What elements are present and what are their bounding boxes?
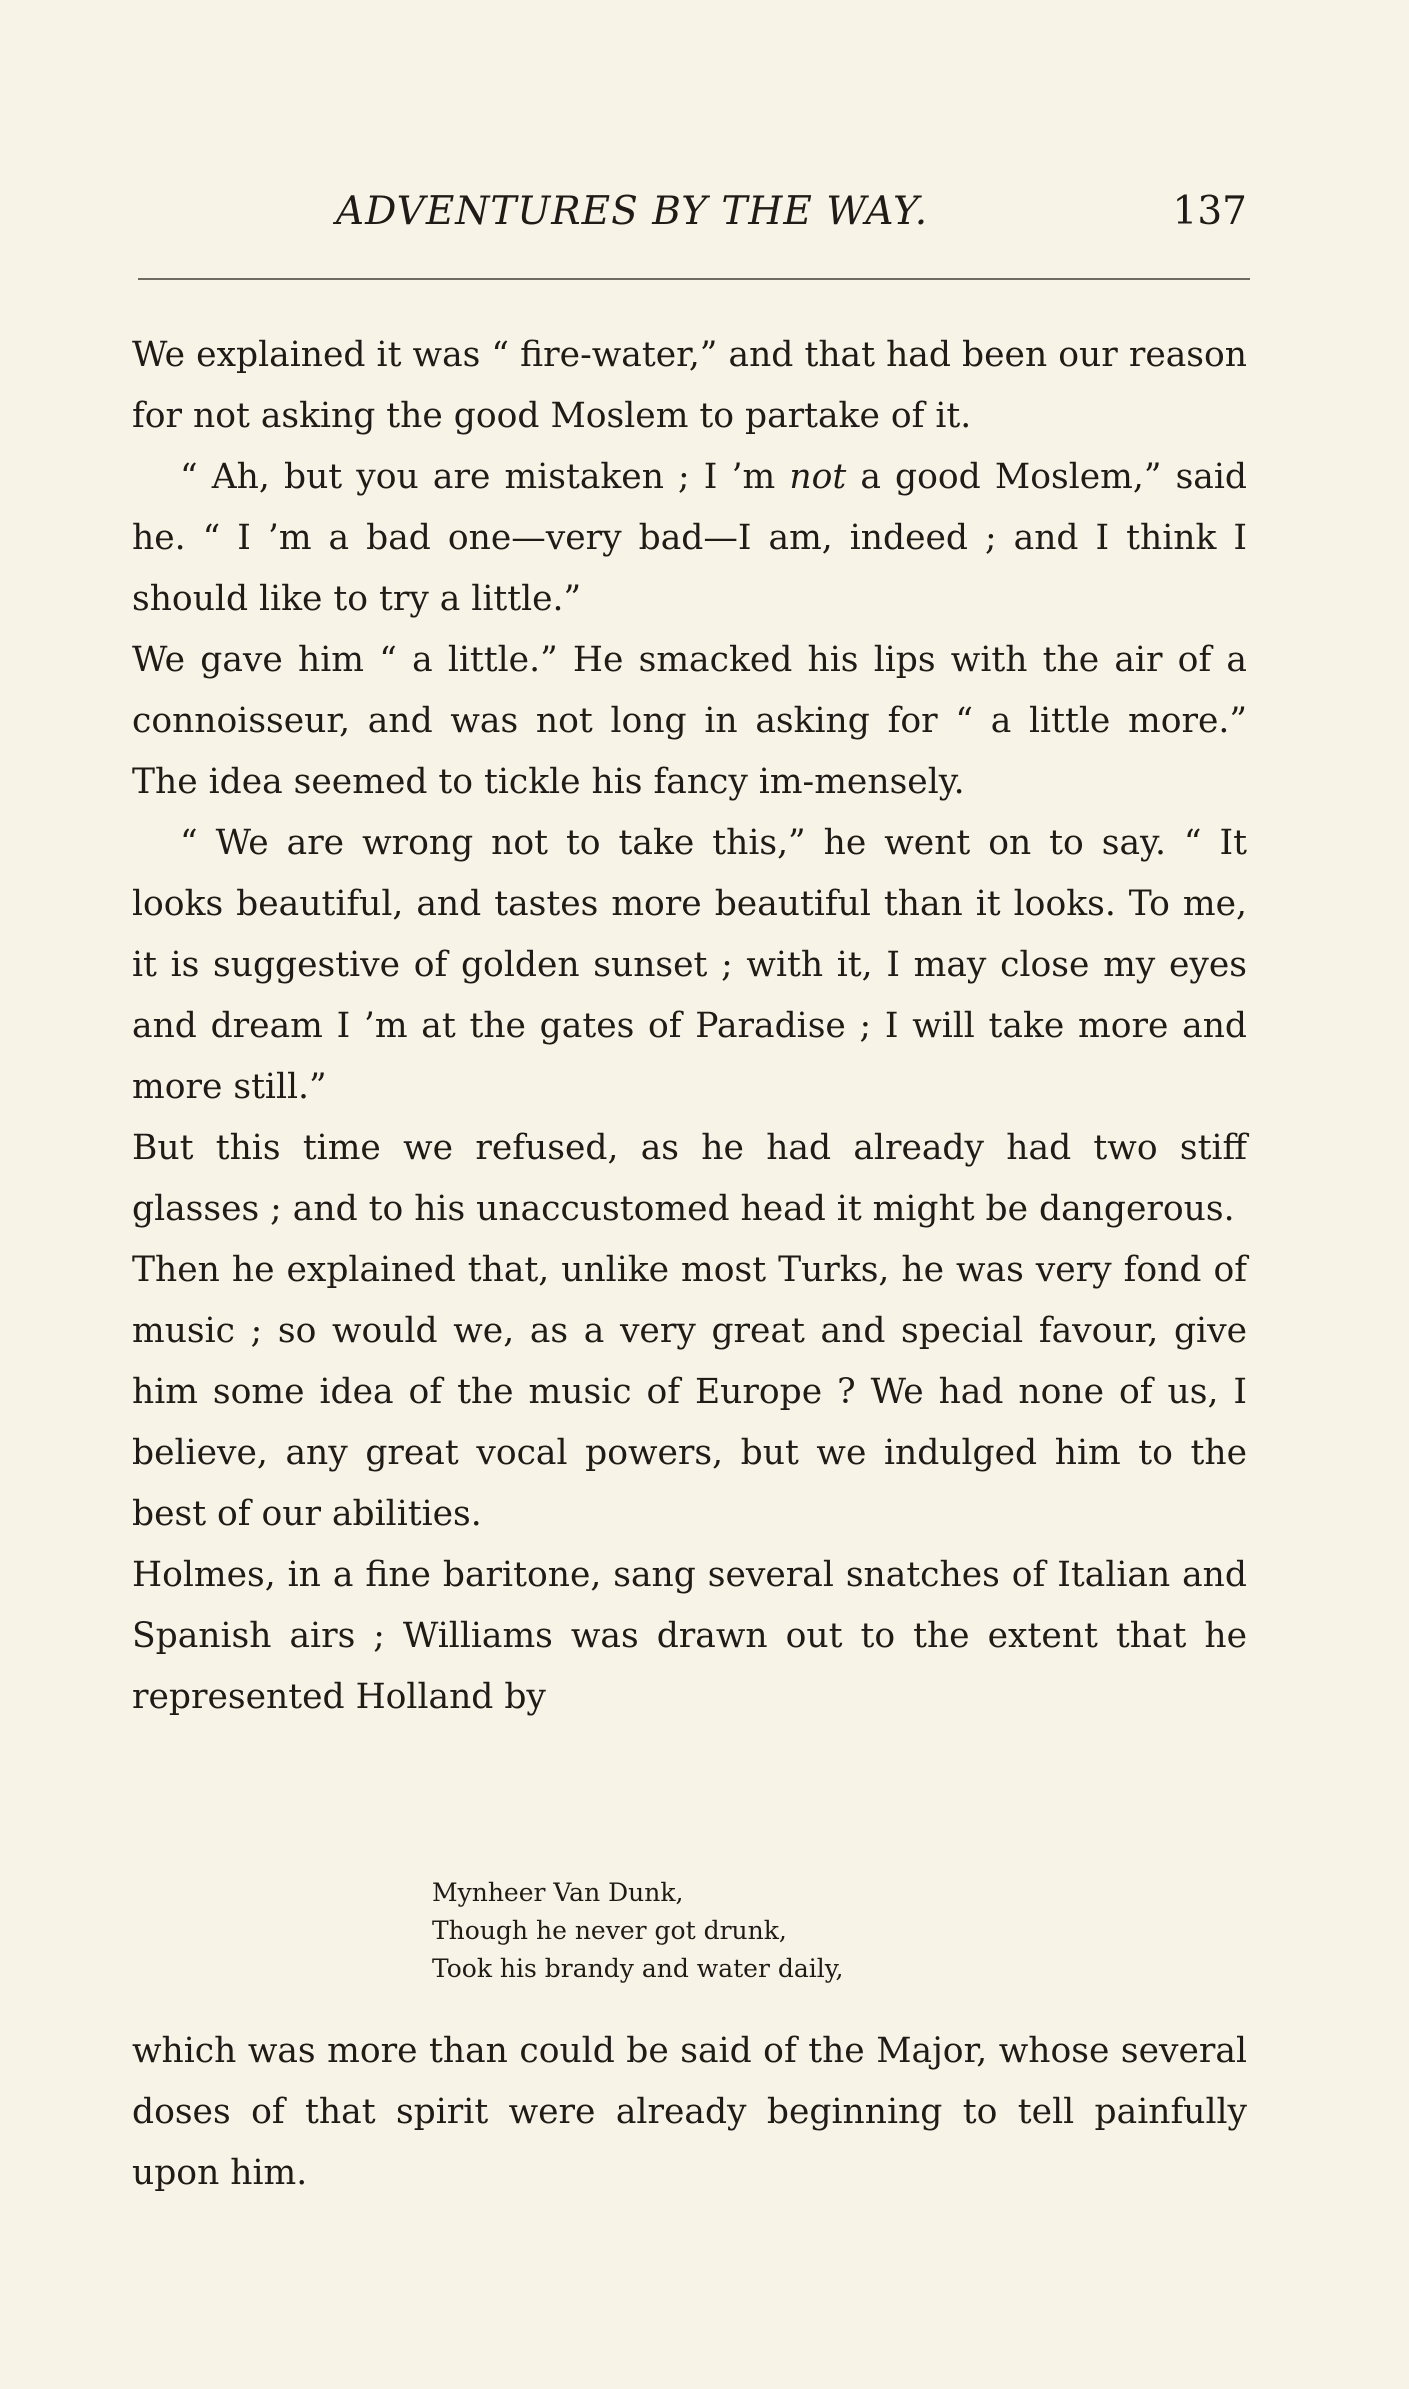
page-number: 137 (1172, 189, 1247, 234)
body-text (132, 325, 1247, 1728)
page-header (132, 182, 1247, 242)
closing-text (132, 2021, 1247, 2204)
paragraph-4: “ We are wrong not to take this,” he went on to say. “ It looks beautiful, and tastes more beautiful than it looks. To me, it is suggestive of golden sunset ; with it, I may close my eyes and dream I ’m at the gates of Paradise ; I will take more and more still.” (132, 823, 1247, 1107)
verse-line: Mynheer Van Dunk, (432, 1878, 684, 1907)
verse-line: Took his brandy and water daily, (432, 1954, 844, 1983)
paragraph-7: Holmes, in a fine baritone, sang several snatches of Italian and Spanish airs ; Williams was drawn out to the extent that he represented Holland by (132, 1555, 1247, 1717)
verse-quote (432, 1874, 844, 1988)
paragraph-3: We gave him “ a little.” He smacked his lips with the air of a connoisseur, and was not long in asking for “ a little more.” The idea seemed to tickle his fancy im-mensely. (132, 640, 1247, 802)
header-rule (138, 278, 1250, 280)
verse-line: Though he never got drunk, (432, 1916, 787, 1945)
paragraph-1: We explained it was “ fire-water,” and that had been our reason for not asking the good Moslem to partake of it. (132, 335, 1247, 436)
paragraph-closing: which was more than could be said of the Major, whose several doses of that spirit were already beginning to tell painfully upon him. (132, 2031, 1247, 2193)
paragraph-5: But this time we refused, as he had already had two stiff glasses ; and to his unaccustomed head it might be dangerous. (132, 1128, 1247, 1229)
running-head: ADVENTURES BY THE WAY. (335, 189, 929, 234)
paragraph-2: “ Ah, but you are mistaken ; I ’m not a good Moslem,” said he. “ I ’m a bad one—very bad—I am, indeed ; and I think I should like to try a little.” (132, 457, 1247, 619)
italic-word: not (789, 457, 847, 497)
paragraph-6: Then he explained that, unlike most Turks, he was very fond of music ; so would we, as a very great and special favour, give him some idea of the music of Europe ? We had none of us, I believe, any great vocal powers, but we indulged him to the best of our abilities. (132, 1250, 1247, 1534)
